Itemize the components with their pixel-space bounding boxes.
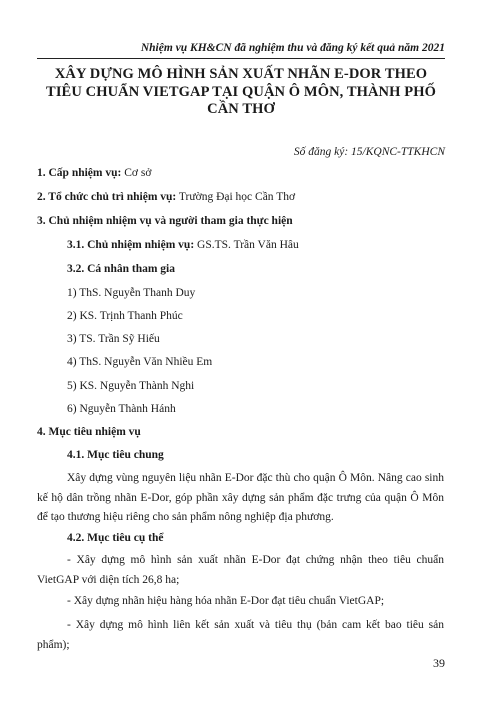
- section-2: [37, 191, 295, 203]
- member-item: 1) ThS. Nguyễn Thanh Duy: [67, 287, 196, 299]
- section-4-2-heading: 4.2. Mục tiêu cụ thể: [67, 532, 164, 544]
- member-item: 4) ThS. Nguyễn Văn Nhiều Em: [67, 356, 213, 368]
- section-3-1-label: 3.1. Chủ nhiệm nhiệm vụ:: [67, 239, 195, 251]
- registration-number: Số đăng ký: 15/KQNC-TTKHCN: [293, 146, 445, 158]
- general-objective-paragraph: Xây dựng vùng nguyên liệu nhãn E-Dor đặc thù cho quận Ô Môn. Nâng cao sinh kế hộ dân trồng nhãn E-Dor, góp phần xây dựng sản phẩm đặc trưng của quận Ô Môn để tạo thương hiệu riêng cho sản phẩm nông nghiệp địa phương.: [37, 472, 444, 523]
- section-4-1-heading: 4.1. Mục tiêu chung: [67, 449, 164, 461]
- member-item: 3) TS. Trần Sỹ Hiếu: [67, 333, 160, 345]
- section-3-1-value: GS.TS. Trần Văn Hâu: [194, 239, 299, 251]
- page-number: 39: [433, 656, 445, 670]
- specific-objective-item: - Xây dựng mô hình liên kết sản xuất và tiêu thụ (bản cam kết bao tiêu sản phẩm);: [37, 619, 444, 651]
- section-1-label: 1. Cấp nhiệm vụ:: [37, 167, 122, 179]
- section-1-value: Cơ sở: [121, 167, 152, 179]
- header-rule: [37, 58, 445, 59]
- section-4-heading: 4. Mục tiêu nhiệm vụ: [37, 426, 141, 438]
- running-header: Nhiệm vụ KH&CN đã nghiệm thu và đăng ký kết quả năm 2021: [140, 42, 445, 54]
- section-3-heading: 3. Chủ nhiệm nhiệm vụ và người tham gia thực hiện: [37, 215, 293, 227]
- member-item: 6) Nguyễn Thành Hánh: [67, 403, 176, 415]
- section-1: [37, 167, 151, 179]
- specific-objective-item: - Xây dựng nhãn hiệu hàng hóa nhãn E-Dor đạt tiêu chuẩn VietGAP;: [67, 595, 385, 607]
- specific-objective-item: - Xây dựng mô hình sản xuất nhãn E-Dor đạt chứng nhận theo tiêu chuẩn VietGAP với diện tích 26,8 ha;: [37, 554, 444, 586]
- section-2-value: Trường Đại học Cần Thơ: [176, 191, 296, 203]
- section-3-2-heading: 3.2. Cá nhân tham gia: [67, 263, 175, 275]
- section-3-1: [67, 239, 299, 251]
- member-item: 2) KS. Trịnh Thanh Phúc: [67, 310, 183, 322]
- section-2-label: 2. Tổ chức chủ trì nhiệm vụ:: [37, 191, 177, 203]
- document-title: XÂY DỰNG MÔ HÌNH SẢN XUẤT NHÃN E-DOR THEO TIÊU CHUẨN VIETGAP TẠI QUẬN Ô MÔN, THÀNH PHỐ CẦN THƠ: [46, 66, 436, 117]
- member-item: 5) KS. Nguyễn Thành Nghi: [67, 380, 195, 392]
